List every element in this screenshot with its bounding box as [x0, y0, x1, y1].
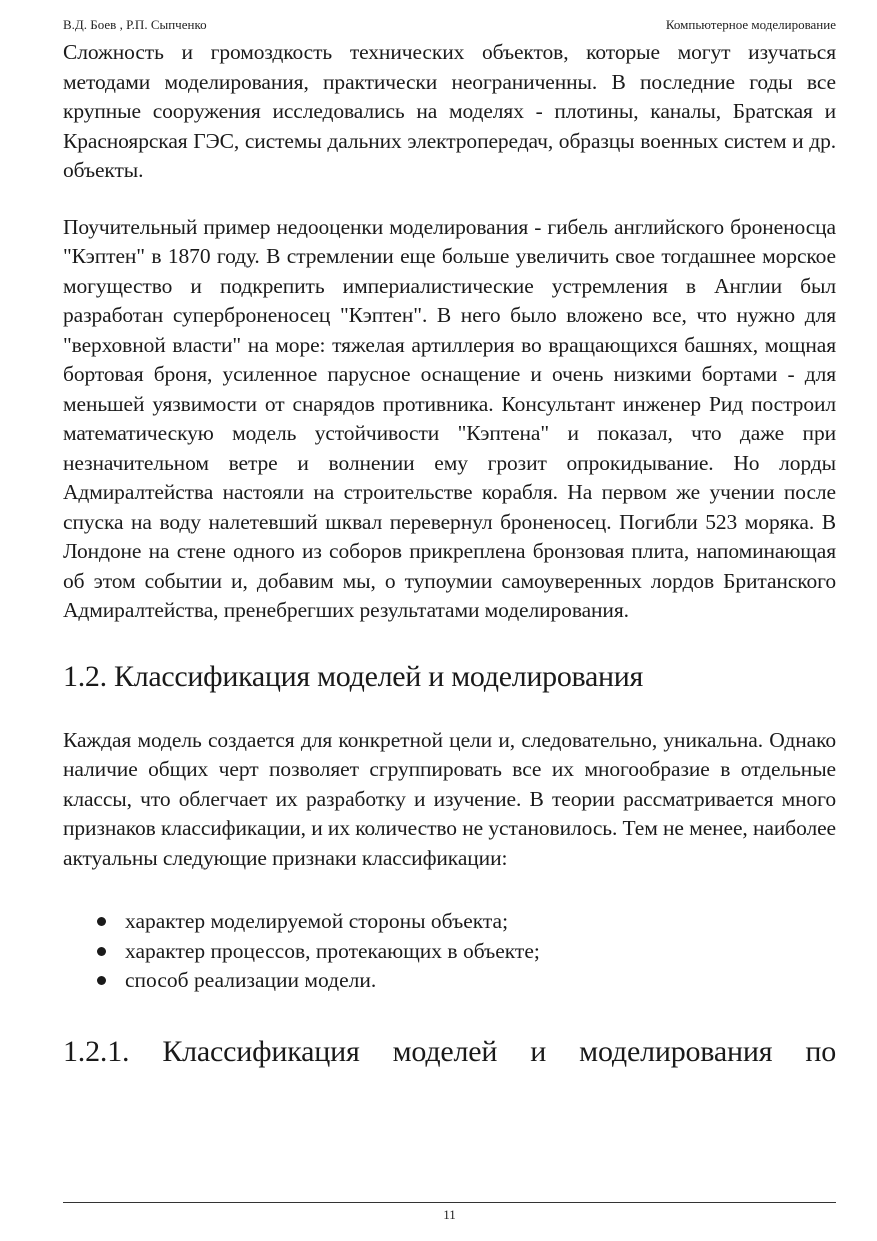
footer-divider	[63, 1202, 836, 1203]
page-number: 11	[443, 1207, 456, 1222]
body-text	[63, 38, 836, 1071]
bullet-icon	[97, 976, 106, 985]
header-authors: В.Д. Боев , Р.П. Сыпченко	[63, 17, 207, 32]
document-page	[63, 0, 836, 1241]
header-book-title: Компьютерное моделирование	[665, 17, 836, 32]
bullet-icon	[97, 917, 106, 926]
list-item-text: способ реализации модели.	[125, 968, 377, 992]
list-item	[63, 907, 836, 937]
list-item-text: характер процессов, протекающих в объекте;	[125, 938, 540, 963]
list-item	[63, 937, 836, 967]
section-heading: 1.2. Классификация моделей и моделирования	[63, 659, 644, 693]
classification-features-list	[63, 907, 836, 996]
paragraph-modeling-complexity: Сложность и громоздкость технических объектов, которые могут изучаться методами моделирования, практически неограниченны. В последние годы все крупные сооружения исследовались на моделях - плотины, каналы, Братская и Красноярская ГЭС, системы дальних электропередач, образцы военных систем и др. объекты.	[63, 40, 836, 182]
bullet-icon	[97, 947, 106, 956]
paragraph-captain-example: Поучительный пример недооценки моделирования - гибель английского броненосца "Кэптен" в 1870 году. В стремлении еще больше увеличить свое тогдашнее морское могущество и подкрепить империалистические устремления в Англии был разработан суперброненосец "Кэптен". В него было вложено все, что нужно для "верховной власти" на море: тяжелая артиллерия во вращающихся башнях, мощная бортовая броня, усиленное парусное оснащение и очень низкими бортами - для меньшей уязвимости от снарядов противника. Консультант инженер Рид построил математическую модель устойчивости "Кэптена" и показал, что даже при незначительном ветре и волнении ему грозит опрокидывание. Но лорды Адмиралтейства настояли на строительстве корабля. На первом же учении после спуска на воду налетевший шквал перевернул броненосец. Погибли 523 моряка. В Лондоне на стене одного из соборов прикреплена бронзовая плита, напоминающая об этом событии и, добавим мы, о тупоумии самоуверенных лордов Британского Адмиралтейства, пренебрегших результатами моделирования.	[63, 214, 836, 622]
paragraph-classification-intro: Каждая модель создается для конкретной цели и, следовательно, уникальна. Однако наличие общих черт позволяет сгруппировать все их многообразие в отдельные классы, что облегчает их разработку и изучение. В теории рассматривается много признаков классификации, и их количество не установилось. Тем не менее, наиболее актуальны следующие признаки классификации:	[63, 727, 836, 870]
list-item-text: характер моделируемой стороны объекта;	[125, 909, 509, 933]
list-item	[63, 966, 836, 996]
subsection-heading: 1.2.1. Классификация моделей и моделирования по	[63, 1034, 836, 1068]
running-header	[63, 16, 836, 34]
